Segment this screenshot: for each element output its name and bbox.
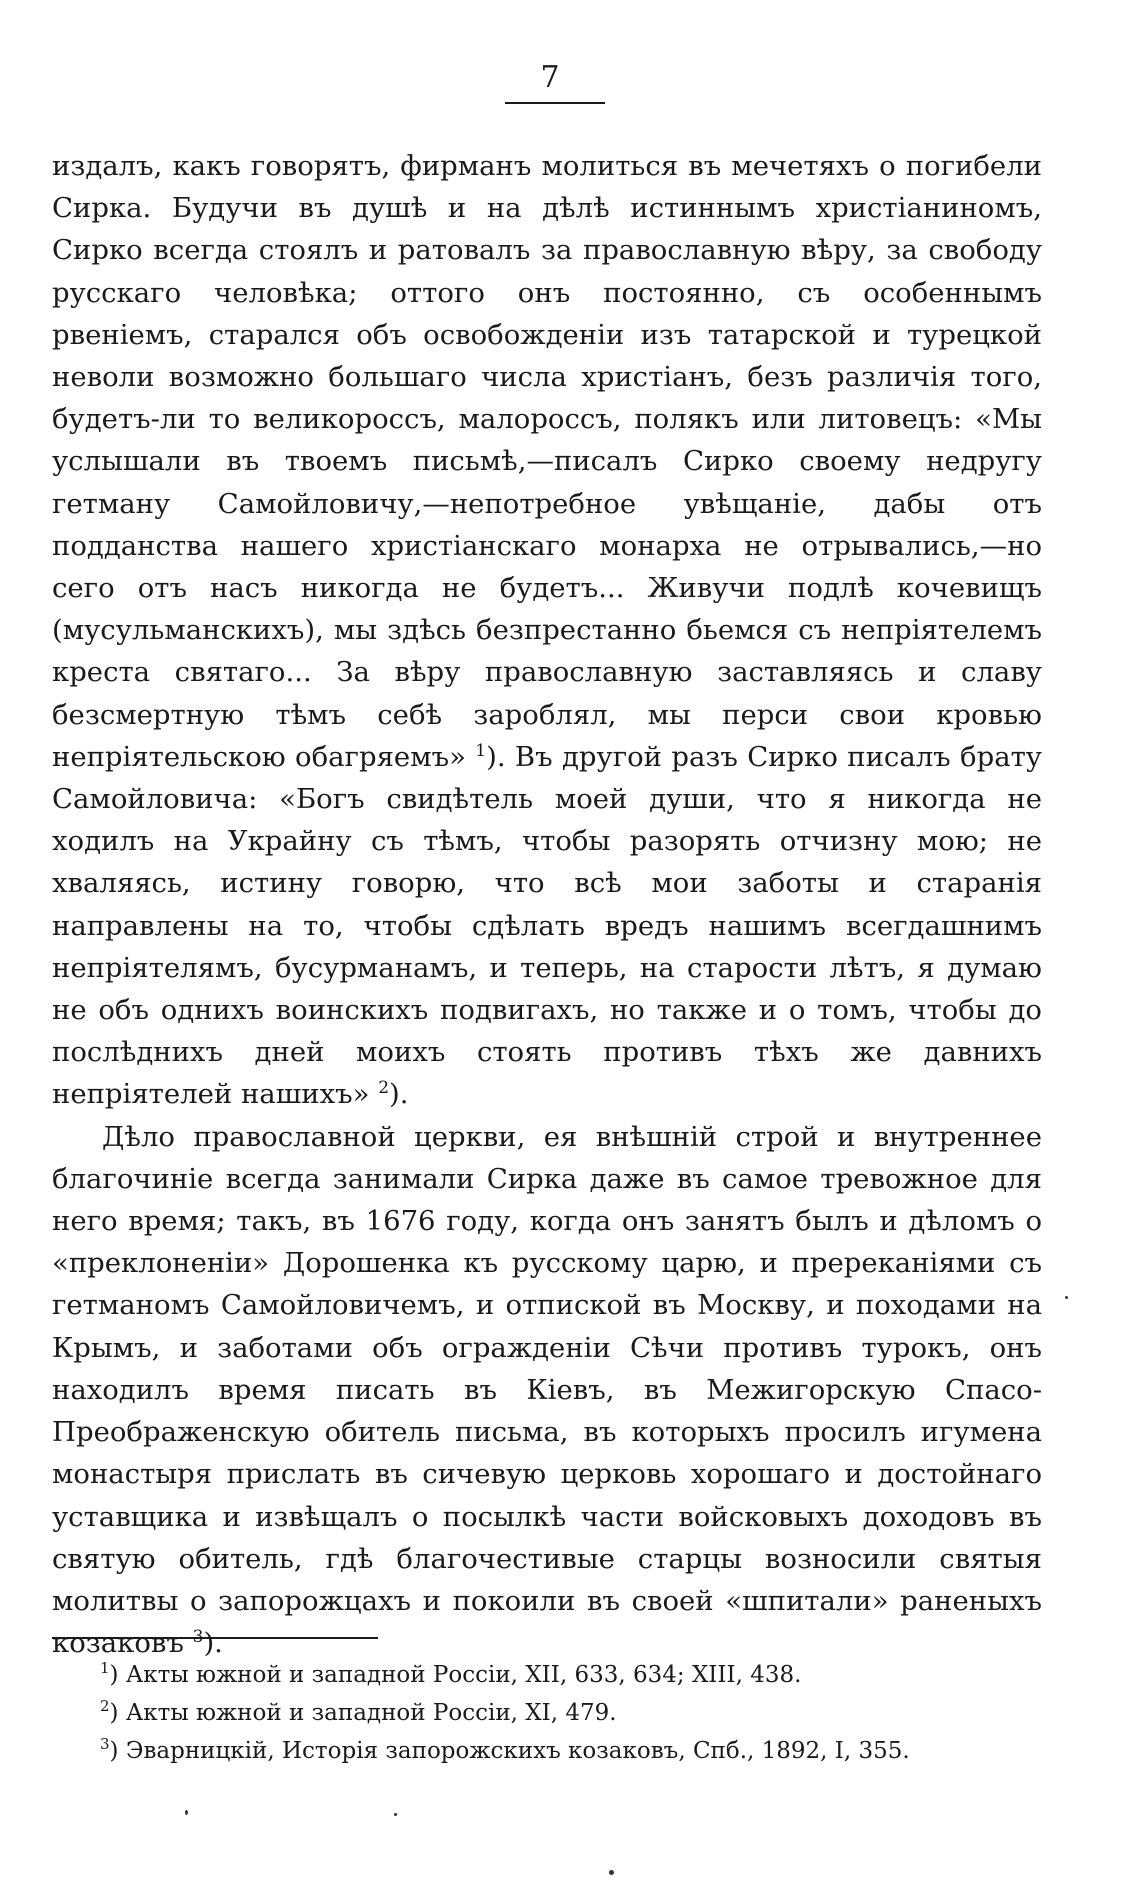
scan-speck [185, 1810, 188, 1815]
footnote-3-close: ) [109, 1738, 119, 1764]
footnote-3-text: Эварницкій, Исторія запорожскихъ козаковъ, Спб., 1892, I, 355. [125, 1738, 910, 1764]
footnotes [100, 1656, 1050, 1770]
page-number: 7 [540, 60, 560, 95]
main-text [52, 145, 1042, 1664]
footnote-1 [100, 1656, 1050, 1694]
scan-speck [609, 1870, 614, 1875]
paragraph-1: издалъ, какъ говорятъ, фирманъ молиться въ мечетяхъ о погибели Сирка. Будучи въ душѣ и на дѣлѣ истиннымъ христіаниномъ, Сирко всегда стоялъ и ратовалъ за православную вѣру, за свободу русскаго человѣка; оттого онъ постоянно, съ особеннымъ рвеніемъ, старался объ освобожденіи изъ татарской и турецкой неволи возможно большаго числа христіанъ, безъ различія того, будетъ-ли то великороссъ, малороссъ, полякъ или литовецъ: «Мы услышали въ твоемъ письмѣ,—писалъ Сирко своему недругу гетману Самойловичу,—непотребное увѣщаніе, дабы отъ подданства нашего христіанскаго монарха не отрывались,—но сего отъ насъ никогда не будетъ... Живучи подлѣ кочевищъ (мусульманскихъ), мы здѣсь безпрестанно бьемся съ непріятелемъ креста святаго... За вѣру православную заставляясь и славу безсмертную тѣмъ себѣ зароблял, мы перси свои кровью непріятельскою обагряемъ» $^1$). Въ другой разъ Сирко писалъ брату Самойловича: «Богъ свидѣтель моей души, что я никогда не ходилъ на Украйну съ тѣмъ, чтобы разорять отчизну мою; не хваляясь, истину говорю, что всѣ мои заботы и старанія направлены на то, чтобы сдѣлать вредъ нашимъ всегдашнимъ непріятелямъ, бусурманамъ, и теперь, на старости лѣтъ, я думаю не объ однихъ воинскихъ подвигахъ, но также и о томъ, чтобы до послѣднихъ дней моихъ стоять противъ тѣхъ же давнихъ непріятелей нашихъ» $^2$). [52, 150, 1042, 1111]
scan-speck [1065, 1296, 1068, 1299]
paragraph-2-text: Дѣло православной церкви, ея внѣшній строй и внутреннее благочиніе всегда занимали Сирка даже въ самое тревожное для него время; такъ, въ 1676 году, когда онъ занятъ былъ и дѣломъ о «преклоненіи» Дорошенка къ русскому царю, и пререканіями съ гетманомъ Самойловичемъ, и отпиской въ Москву, и походами на Крымъ, и заботами объ огражденіи Сѣчи противъ турокъ, онъ находилъ время писать въ Кіевъ, въ Межигорскую Спасо-Преображенскую обитель письма, въ которыхъ просилъ игумена монастыря прислать въ сичевую церковь хорошаго и достойнаго уставщика и извѣщалъ о посылкѣ части войсковыхъ доходовъ въ святую обитель, гдѣ благочестивые старцы возносили святыя молитвы о запорожцахъ и покоили въ своей «шпитали» раненыхъ козаковъ [52, 1120, 1042, 1660]
footnote-3-mark: 3 [100, 1735, 110, 1753]
footnote-separator [52, 1637, 378, 1639]
paragraph-1-text: издалъ, какъ говорятъ, фирманъ молиться въ мечетяхъ о погибели Сирка. Будучи въ душѣ и на дѣлѣ истиннымъ христіаниномъ, Сирко всегда стоялъ и ратовалъ за православную вѣру, за свободу русскаго человѣка; оттого онъ постоянно, съ особеннымъ рвеніемъ, старался объ освобожденіи изъ татарской и турецкой неволи возможно большаго числа христіанъ, безъ различія того, будетъ-ли то великороссъ, малороссъ, полякъ или литовецъ: «Мы услышали въ твоемъ письмѣ,—писалъ Сирко своему недругу гетману Самойловичу,—непотребное увѣщаніе, дабы отъ подданства нашего христіанскаго монарха не отрывались,—но сего отъ насъ никогда не будетъ... Живучи подлѣ кочевищъ (мусульманскихъ), мы здѣсь безпрестанно бьемся съ непріятелемъ креста святаго... За вѣру православную заставляясь и славу безсмертную тѣмъ себѣ зароблял, мы перси свои кровью непріятельскою обагряемъ» [52, 150, 1042, 773]
footnote-2-mark: 2 [100, 1697, 110, 1715]
footnote-ref-3: 3 [192, 1626, 204, 1647]
paragraph-1-end: ). [389, 1078, 409, 1111]
footnote-ref-2: 2 [378, 1078, 390, 1099]
footnote-1-close: ) [109, 1662, 119, 1688]
paragraph-1-continuation: . Въ другой разъ Сирко писалъ брату Самойловича: «Богъ свидѣтель моей души, что я никогда не ходилъ на Украйну съ тѣмъ, чтобы разорять отчизну мою; не хваляясь, истину говорю, что всѣ мои заботы и старанія направлены на то, чтобы сдѣлать вредъ нашимъ всегдашнимъ непріятелямъ, бусурманамъ, и теперь, на старости лѣтъ, я думаю не объ однихъ воинскихъ подвигахъ, но также и о томъ, чтобы до послѣднихъ дней моихъ стоять противъ тѣхъ же давнихъ непріятелей нашихъ» [52, 740, 1042, 1111]
footnote-2-text: Акты южной и западной Россіи, XI, 479. [125, 1700, 617, 1726]
scan-speck [394, 1813, 397, 1816]
footnote-3 [100, 1732, 1050, 1770]
paragraph-2-end: ). [203, 1627, 223, 1660]
footnote-2-close: ) [109, 1700, 119, 1726]
page-number-rule [505, 102, 605, 104]
footnote-1-text: Акты южной и западной Россіи, XII, 633, 634; XIII, 438. [125, 1662, 802, 1688]
footnote-1-mark: 1 [100, 1659, 110, 1677]
paragraph-2 [52, 1116, 1042, 1665]
footnote-2 [100, 1694, 1050, 1732]
footnote-ref-1: 1 [475, 740, 487, 761]
